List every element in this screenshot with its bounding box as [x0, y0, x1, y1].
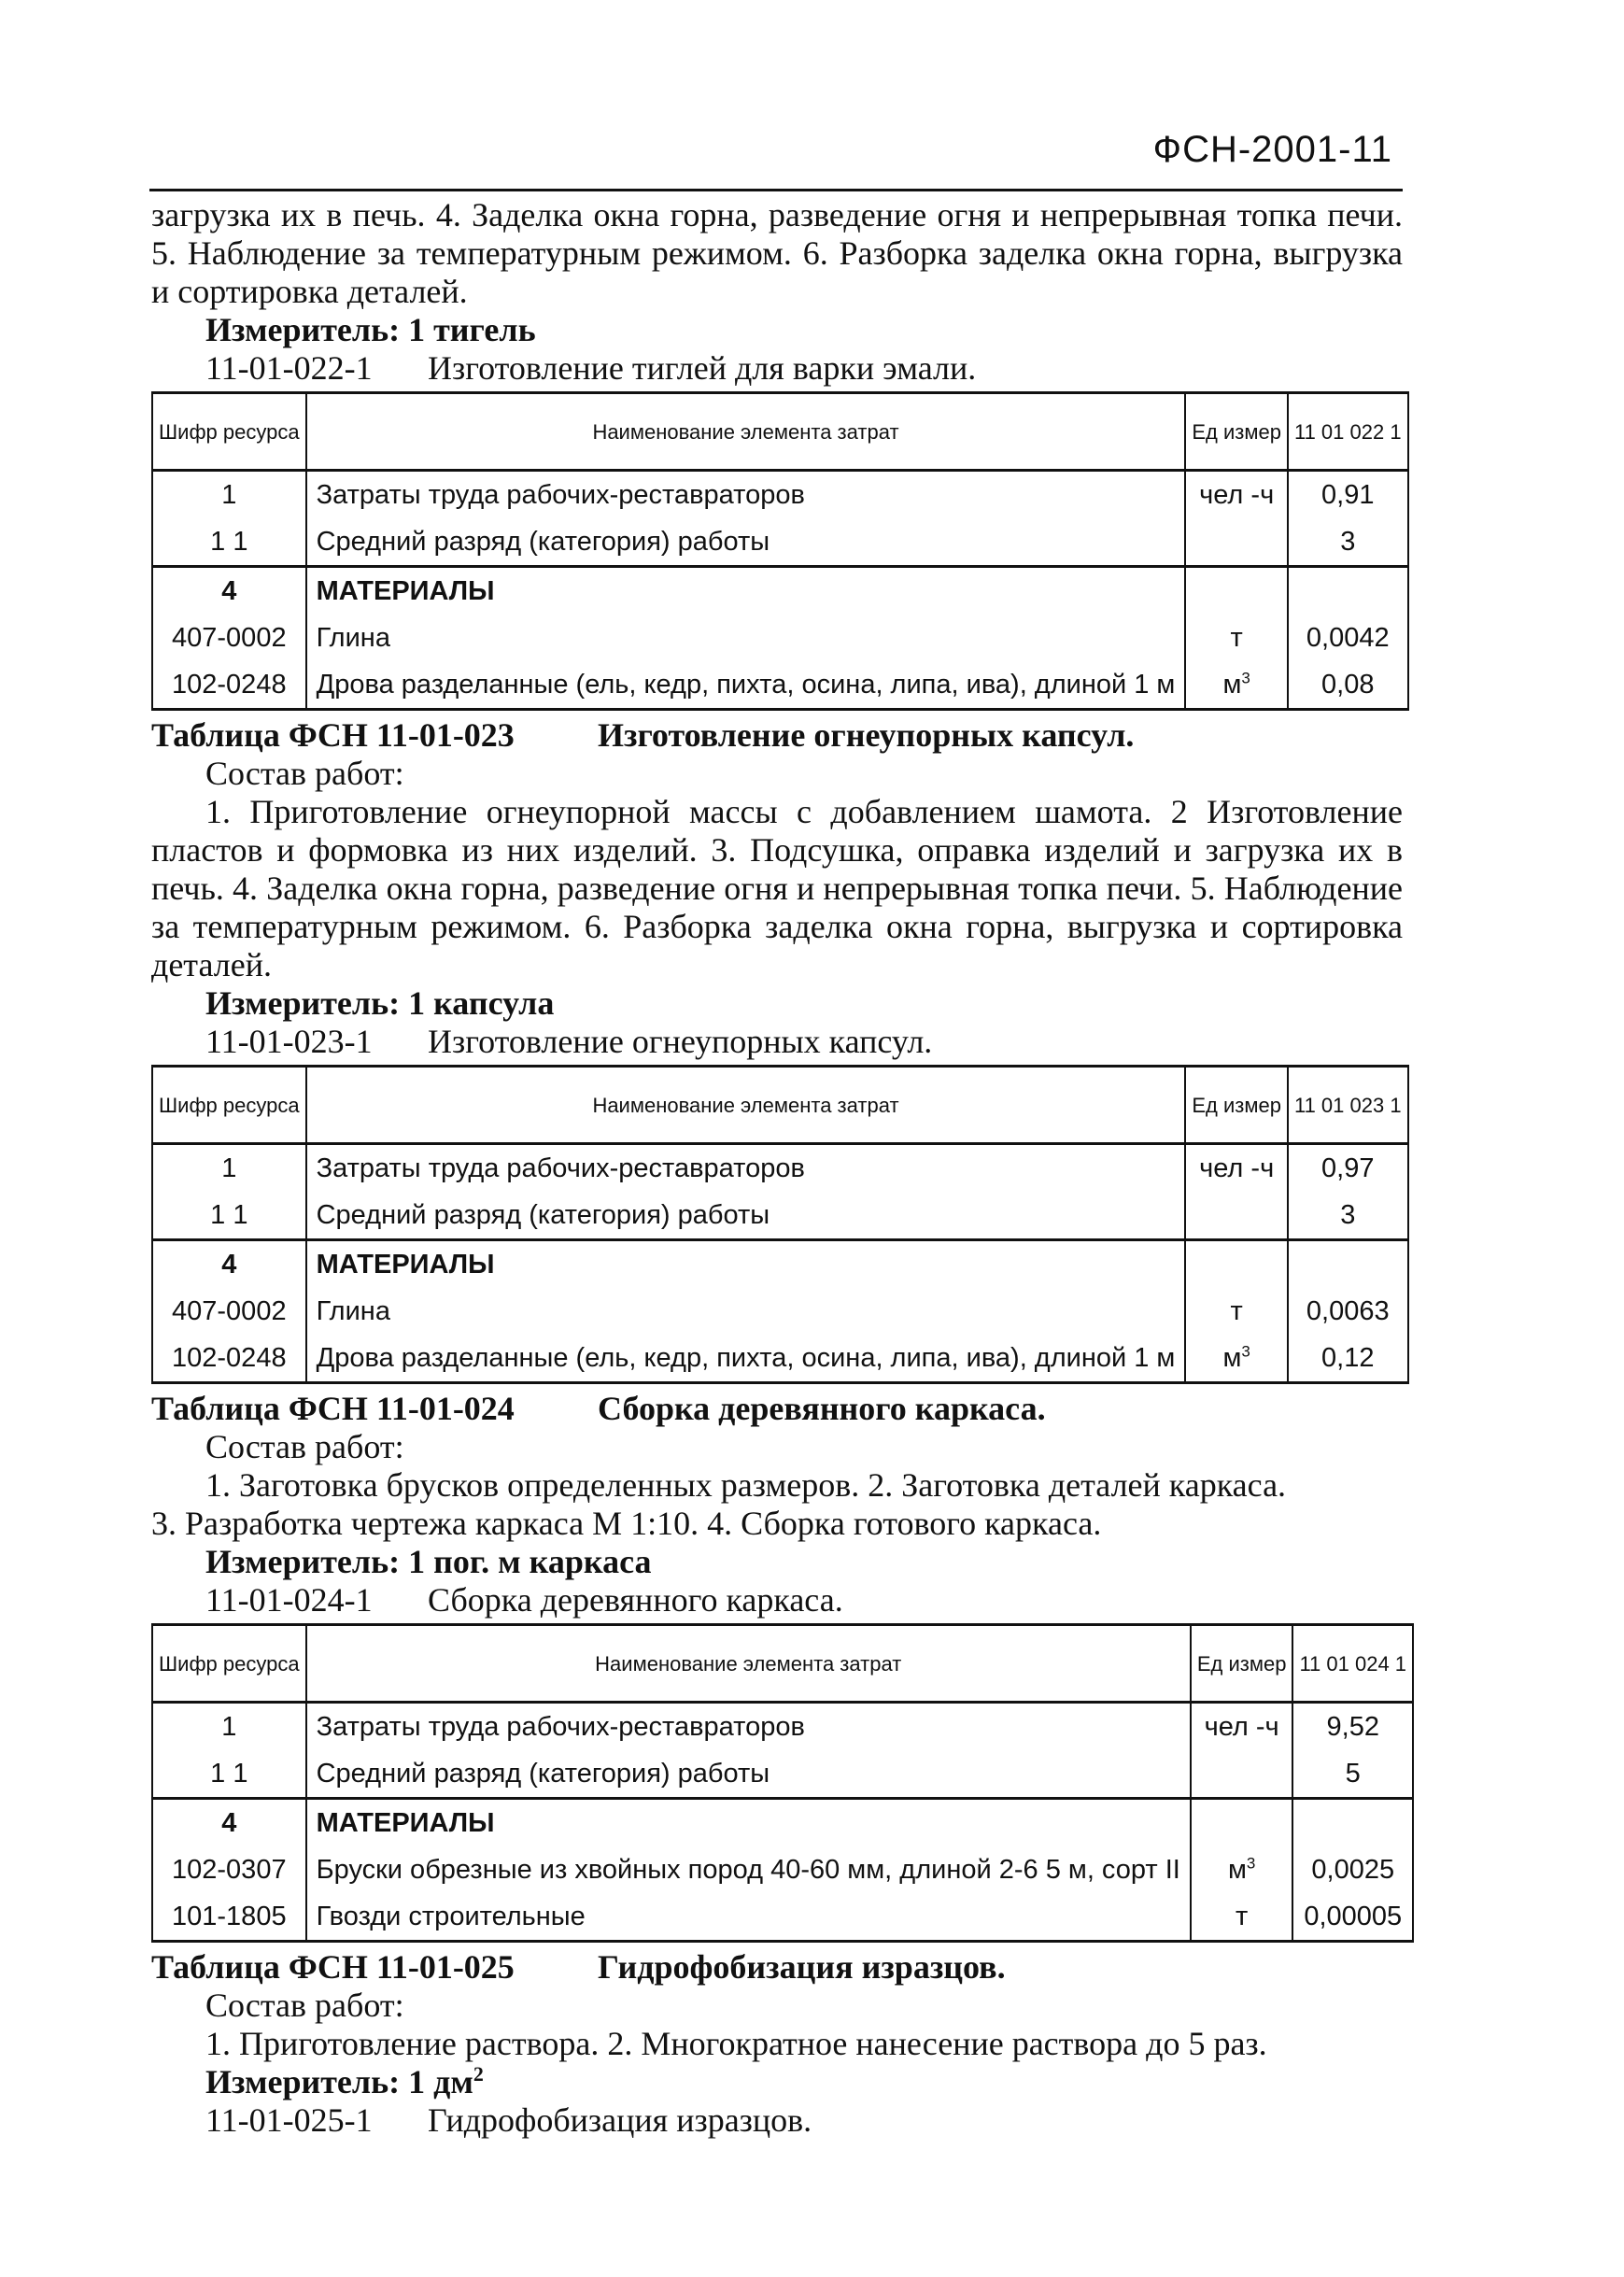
- norm-line: [151, 1023, 1403, 1061]
- table-row: [152, 1846, 1413, 1893]
- row-code: 407-0002: [152, 1288, 306, 1335]
- work-composition-text: 1. Приготовление огнеупорной массы с добавлением шамота. 2 Изготовление пластов и формовка из них изделий. 3. Подсушка, оправка изделий и загрузка их в печь. 4. Заделка окна горна, разведение огня и непрерывная топка печи. 5. Наблюдение за температурным режимом. 6. Разборка заделка окна горна, выгрузка и сортировка деталей.: [151, 793, 1403, 983]
- table-row: [152, 1335, 1408, 1383]
- norm-name: Изготовление огнеупорных капсул.: [428, 1023, 933, 1060]
- row-value: 3: [1288, 518, 1408, 567]
- row-name: МАТЕРИАЛЫ: [306, 1240, 1186, 1289]
- row-value: 0,0025: [1292, 1846, 1413, 1893]
- row-code: 407-0002: [152, 615, 306, 661]
- row-value: 0,97: [1288, 1144, 1408, 1193]
- row-name: Дрова разделанные (ель, кедр, пихта, осина, липа, ива), длиной 1 м: [306, 661, 1186, 710]
- row-code: 102-0248: [152, 1335, 306, 1383]
- norm-code: 11-01-022-1: [205, 349, 373, 387]
- row-name: Затраты труда рабочих-реставраторов: [306, 1144, 1186, 1193]
- table-row: [152, 615, 1408, 661]
- row-value: 9,52: [1292, 1703, 1413, 1751]
- row-code: 102-0307: [152, 1846, 306, 1893]
- table-header-row: [152, 393, 1408, 471]
- norm-table-022: [151, 391, 1409, 711]
- row-name: Бруски обрезные из хвойных пород 40-60 мм, длиной 2-6 5 м, сорт II: [306, 1846, 1191, 1893]
- row-name: Глина: [306, 615, 1186, 661]
- table-title: Таблица ФСН 11-01-024 Сборка деревянного каркаса.: [151, 1390, 1046, 1427]
- table-title: Таблица ФСН 11-01-023 Изготовление огнеупорных капсул.: [151, 716, 1135, 754]
- norm-line: [151, 2101, 1403, 2140]
- row-value: [1288, 1240, 1408, 1289]
- norm-code: 11-01-024-1: [205, 1581, 373, 1619]
- table-row: [152, 1703, 1413, 1751]
- row-name: Затраты труда рабочих-реставраторов: [306, 471, 1186, 519]
- composition-label: Состав работ:: [205, 755, 404, 792]
- row-value: 0,12: [1288, 1335, 1408, 1383]
- row-unit: т: [1191, 1893, 1293, 1942]
- row-code: 1 1: [152, 1192, 306, 1240]
- row-unit: $м^3$: [1185, 1335, 1288, 1383]
- composition-label: Состав работ:: [205, 1987, 404, 2024]
- row-code: 4: [152, 1240, 306, 1289]
- row-unit: $м^3$: [1185, 661, 1288, 710]
- row-name: Глина: [306, 1288, 1186, 1335]
- col-header-name: Наименование элемента затрат: [306, 1067, 1186, 1144]
- table-row: [152, 661, 1408, 710]
- row-value: [1292, 1799, 1413, 1847]
- row-code: 4: [152, 567, 306, 615]
- work-composition-text: 1. Заготовка брусков определенных размеров. 2. Заготовка деталей каркаса.: [205, 1466, 1287, 1504]
- row-name: МАТЕРИАЛЫ: [306, 567, 1186, 615]
- row-unit: [1191, 1750, 1293, 1799]
- row-code: 1: [152, 471, 306, 519]
- document-code: ФСН-2001-11: [1152, 129, 1392, 170]
- measure-unit: Измеритель: 1 капсула: [205, 984, 555, 1022]
- work-composition-text: 1. Приготовление раствора. 2. Многократное нанесение раствора до 5 раз.: [205, 2025, 1267, 2062]
- row-unit: чел -ч: [1191, 1703, 1293, 1751]
- norm-table-023: [151, 1065, 1409, 1384]
- table-row: [152, 1799, 1413, 1847]
- row-code: 102-0248: [152, 661, 306, 710]
- row-unit: т: [1185, 615, 1288, 661]
- work-composition-text: загрузка их в печь. 4. Заделка окна горна, разведение огня и непрерывная топка печи. 5. Наблюдение за температурным режимом. 6. Разборка заделка окна горна, выгрузка и сортировка деталей.: [151, 196, 1403, 310]
- row-unit: т: [1185, 1288, 1288, 1335]
- col-header-unit: Ед измер: [1185, 1067, 1288, 1144]
- col-header-unit: Ед измер: [1191, 1625, 1293, 1703]
- row-unit: [1185, 567, 1288, 615]
- table-row: [152, 1288, 1408, 1335]
- norm-code: 11-01-025-1: [205, 2101, 373, 2139]
- row-value: 0,00005: [1292, 1893, 1413, 1942]
- row-code: 4: [152, 1799, 306, 1847]
- row-code: 1: [152, 1144, 306, 1193]
- row-unit: чел -ч: [1185, 471, 1288, 519]
- table-header-row: [152, 1067, 1408, 1144]
- row-name: Средний разряд (категория) работы: [306, 518, 1186, 567]
- measure-unit: Измеритель: 1 тигель: [205, 311, 536, 348]
- row-code: 1: [152, 1703, 306, 1751]
- col-header-name: Наименование элемента затрат: [306, 1625, 1191, 1703]
- row-value: [1288, 567, 1408, 615]
- col-header-unit: Ед измер: [1185, 393, 1288, 471]
- measure-unit: Измеритель: 1 $дм^2$: [205, 2062, 484, 2100]
- row-code: 1 1: [152, 518, 306, 567]
- header-rule: [149, 189, 1403, 191]
- work-composition-text: 3. Разработка чертежа каркаса М 1:10. 4. Сборка готового каркаса.: [151, 1505, 1102, 1542]
- row-name: Средний разряд (категория) работы: [306, 1192, 1186, 1240]
- norm-line: [151, 349, 1403, 388]
- norm-line: [151, 1581, 1403, 1619]
- row-unit: [1185, 1240, 1288, 1289]
- row-code: 1 1: [152, 1750, 306, 1799]
- norm-name: Гидрофобизация изразцов.: [428, 2101, 812, 2139]
- norm-table-024: [151, 1623, 1414, 1943]
- row-unit: [1185, 1192, 1288, 1240]
- row-unit: [1185, 518, 1288, 567]
- norm-name: Сборка деревянного каркаса.: [428, 1581, 843, 1619]
- table-row: [152, 471, 1408, 519]
- row-value: 3: [1288, 1192, 1408, 1240]
- row-value: 0,0063: [1288, 1288, 1408, 1335]
- document-body: [151, 196, 1407, 2140]
- row-name: Гвозди строительные: [306, 1893, 1191, 1942]
- composition-label: Состав работ:: [205, 1428, 404, 1465]
- row-unit: $м^3$: [1191, 1846, 1293, 1893]
- table-title: Таблица ФСН 11-01-025 Гидрофобизация изразцов.: [151, 1948, 1006, 1986]
- row-value: 0,91: [1288, 471, 1408, 519]
- row-name: Средний разряд (категория) работы: [306, 1750, 1191, 1799]
- row-unit: чел -ч: [1185, 1144, 1288, 1193]
- table-row: [152, 1750, 1413, 1799]
- col-header-norm: 11 01 024 1: [1292, 1625, 1413, 1703]
- col-header-name: Наименование элемента затрат: [306, 393, 1186, 471]
- row-unit: [1191, 1799, 1293, 1847]
- table-row: [152, 1240, 1408, 1289]
- table-row: [152, 1144, 1408, 1193]
- col-header-norm: 11 01 023 1: [1288, 1067, 1408, 1144]
- table-row: [152, 1893, 1413, 1942]
- row-code: 101-1805: [152, 1893, 306, 1942]
- row-name: Затраты труда рабочих-реставраторов: [306, 1703, 1191, 1751]
- table-row: [152, 518, 1408, 567]
- row-value: 0,08: [1288, 661, 1408, 710]
- norm-name: Изготовление тиглей для варки эмали.: [428, 349, 977, 387]
- col-header-code: Шифр ресурса: [152, 1625, 306, 1703]
- row-name: Дрова разделанные (ель, кедр, пихта, осина, липа, ива), длиной 1 м: [306, 1335, 1186, 1383]
- table-header-row: [152, 1625, 1413, 1703]
- row-value: 5: [1292, 1750, 1413, 1799]
- row-value: 0,0042: [1288, 615, 1408, 661]
- table-row: [152, 567, 1408, 615]
- norm-code: 11-01-023-1: [205, 1023, 373, 1060]
- row-name: МАТЕРИАЛЫ: [306, 1799, 1191, 1847]
- col-header-code: Шифр ресурса: [152, 1067, 306, 1144]
- col-header-norm: 11 01 022 1: [1288, 393, 1408, 471]
- col-header-code: Шифр ресурса: [152, 393, 306, 471]
- table-row: [152, 1192, 1408, 1240]
- measure-unit: Измеритель: 1 пог. м каркаса: [205, 1543, 652, 1580]
